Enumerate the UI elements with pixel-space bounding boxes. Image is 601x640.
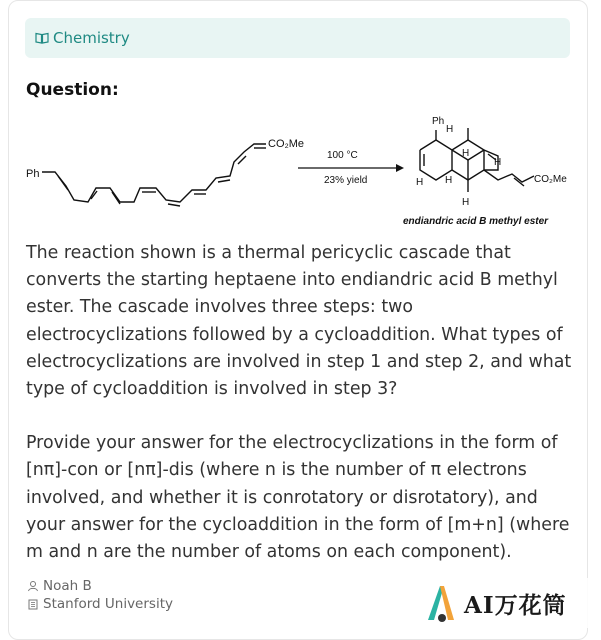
author-line xyxy=(27,578,92,594)
product-name: endiandric acid B methyl ester xyxy=(403,216,549,227)
institution-line xyxy=(27,596,173,612)
institution-name: Stanford University xyxy=(43,596,173,612)
product-h-mid: H xyxy=(462,148,470,159)
product-h-top: H xyxy=(446,124,454,135)
product-h-left: H xyxy=(416,177,424,188)
author-name: Noah B xyxy=(43,578,92,594)
product-ester-label: CO₂Me xyxy=(534,174,567,185)
condition-yield: 23% yield xyxy=(324,175,368,186)
question-title: Question: xyxy=(26,80,119,100)
product-h-bottom: H xyxy=(462,197,470,208)
watermark-text: AI万花筒 xyxy=(464,591,567,619)
book-icon xyxy=(35,31,49,45)
reactant-structure xyxy=(42,144,266,206)
watermark xyxy=(420,578,600,628)
watermark-logo-icon xyxy=(420,580,460,626)
product-h-center: H xyxy=(445,175,453,186)
product-h-right: H xyxy=(494,157,502,168)
question-paragraph-2: Provide your answer for the electrocyclizations in the form of [nπ]-con or [nπ]-dis (where n is the number of π electrons involved, and whether it is conrotatory or disrotatory), and your answer for the cycloaddition in the form of [m+n] (where m and n are the number of atoms on each component). xyxy=(26,433,570,563)
person-icon xyxy=(27,580,39,592)
reaction-scheme xyxy=(22,110,582,240)
subject-tag xyxy=(25,18,570,58)
building-icon xyxy=(27,598,39,610)
condition-temperature: 100 °C xyxy=(327,150,358,161)
question-body xyxy=(26,240,578,566)
reaction-arrowhead xyxy=(396,164,404,172)
product-structure xyxy=(420,128,534,192)
subject-label: Chemistry xyxy=(53,29,130,47)
reactant-ph-label: Ph xyxy=(26,168,40,180)
reactant-ester-label: CO₂Me xyxy=(268,138,305,150)
product-ph-label: Ph xyxy=(432,116,445,127)
question-paragraph-1: The reaction shown is a thermal pericyclic cascade that converts the starting heptaene into endiandric acid B methyl ester. The cascade involves three steps: two electrocyclizations followed by a cycloaddition. What types of electrocyclizations are involved in step 1 and step 2, and what type of cycloaddition is involved in step 3? xyxy=(26,243,572,400)
